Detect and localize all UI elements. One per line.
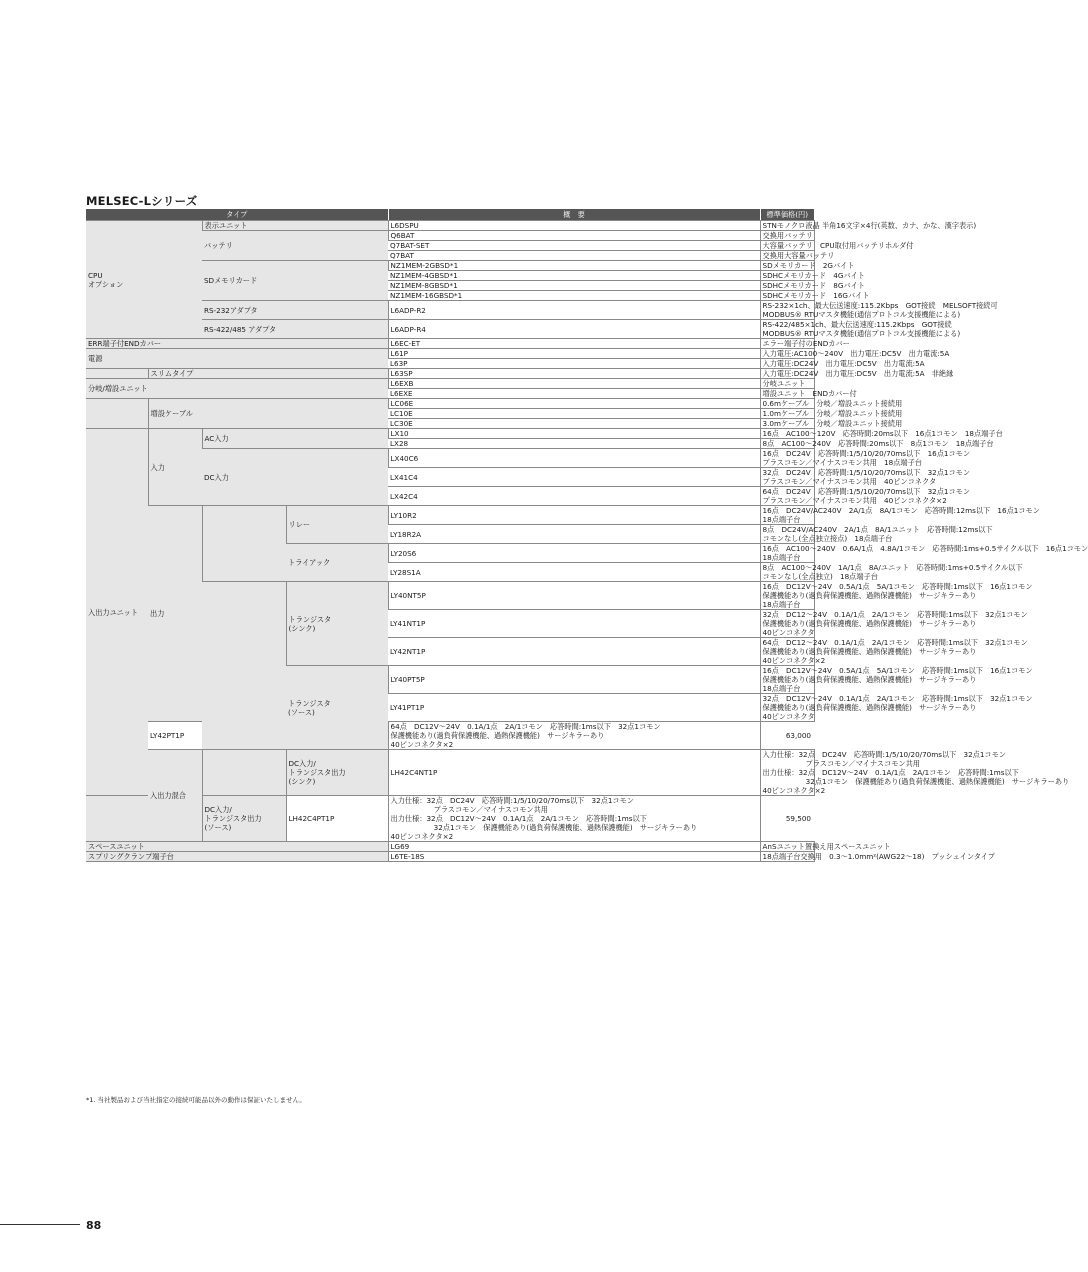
summary-cell: SDHCメモリカード 16Gバイト	[760, 291, 814, 301]
category-tr-source: トランジスタ (ソース)	[286, 666, 388, 750]
model-cell: L6EXB	[388, 379, 760, 389]
model-cell: LC30E	[388, 419, 760, 429]
summary-cell: 入力電圧:DC24V 出力電圧:DC5V 出力電流:5A 非絶縁	[760, 369, 814, 379]
model-cell: LY40NT5P	[388, 582, 760, 610]
model-cell: LX28	[388, 439, 760, 449]
category-slim: スリムタイプ	[148, 369, 388, 379]
table-row	[86, 842, 814, 852]
model-cell: L63SP	[388, 369, 760, 379]
summary-cell: 8点 AC100～240V 1A/1点 8A/ユニット 応答時間:1ms+0.5サイクル以下 コモンなし(全点独立) 18点端子台	[760, 563, 814, 582]
model-cell: LH42C4PT1P	[286, 796, 388, 842]
model-cell: L63P	[388, 359, 760, 369]
category-rs422: RS-422/485 アダプタ	[202, 320, 388, 339]
table-row	[86, 722, 814, 750]
category-spring: スプリングクランプ端子台	[86, 852, 388, 862]
model-cell: LG69	[388, 842, 760, 852]
summary-cell: 入力仕様：32点 DC24V 応答時間:1/5/10/20/70ms以下 32点1コモン プラスコモン／マイナスコモン共用 出力仕様：32点 DC12V～24V 0.1A/1点 2A/1コモン 応答時間:1ms以下 32点1コモン 保護機能あり(過負荷保護機能、過熱保護機能) サージキラーあり 40ピンコネクタ×2	[388, 796, 760, 842]
model-cell: NZ1MEM-8GBSD*1	[388, 281, 760, 291]
summary-cell: 16点 DC24V 応答時間:1/5/10/20/70ms以下 16点1コモン プラスコモン／マイナスコモン共用 18点端子台	[760, 449, 814, 468]
category-battery: バッテリ	[202, 231, 388, 261]
summary-cell: 入力電圧:DC24V 出力電圧:DC5V 出力電流:5A	[760, 359, 814, 369]
model-cell: LY28S1A	[388, 563, 760, 582]
model-cell: NZ1MEM-2GBSD*1	[388, 261, 760, 271]
summary-cell: 分岐ユニット	[760, 379, 814, 389]
category-mix-source: DC入力/ トランジスタ出力 (ソース)	[202, 796, 286, 842]
category-sd: SDメモリカード	[202, 261, 388, 301]
summary-cell: 32点 DC12～24V 0.1A/1点 2A/1コモン 応答時間:1ms以下 32点1コモン 保護機能あり(過負荷保護機能、過熱保護機能) サージキラーあり 40ピンコネクタ	[760, 610, 814, 638]
category-display: 表示ユニット	[202, 221, 388, 231]
summary-cell: 18点端子台交換用 0.3～1.0mm²(AWG22～18) プッシュインタイプ	[760, 852, 814, 862]
summary-cell: SDHCメモリカード 4Gバイト	[760, 271, 814, 281]
table-row	[86, 429, 814, 439]
model-cell: Q7BAT	[388, 251, 760, 261]
category-ac-input: AC入力	[202, 429, 388, 449]
header-type: タイプ	[86, 209, 388, 221]
summary-cell: SDメモリカード 2Gバイト	[760, 261, 814, 271]
summary-cell: 16点 DC12V～24V 0.5A/1点 5A/1コモン 応答時間:1ms以下 16点1コモン 保護機能あり(過負荷保護機能、過熱保護機能) サージキラーあり 18点端子台	[760, 582, 814, 610]
summary-cell: 1.0mケーブル 分岐／増設ユニット接続用	[760, 409, 814, 419]
model-cell: LY42NT1P	[388, 638, 760, 666]
category-relay: リレー	[286, 506, 388, 544]
category-spacer	[202, 582, 286, 750]
summary-cell: STNモノクロ液晶 半角16文字×4行(英数、カナ、かな、漢字表示)	[760, 221, 814, 231]
model-cell: L6EXE	[388, 389, 760, 399]
category-space: スペースユニット	[86, 842, 388, 852]
model-cell: L6EC-ET	[388, 339, 760, 349]
model-cell: LY10R2	[388, 506, 760, 525]
table-row	[86, 506, 814, 525]
summary-cell: 8点 DC24V/AC240V 2A/1点 8A/1ユニット 応答時間:12ms以下 コモンなし(全点独立接点) 18点端子台	[760, 525, 814, 544]
category-spacer	[86, 796, 148, 842]
table-row	[86, 369, 814, 379]
model-cell: LY42PT1P	[148, 722, 202, 750]
footnote: *1. 当社製品および当社指定の接続可能品以外の動作は保証いたしません。	[86, 1096, 306, 1104]
page-number: 88	[86, 1219, 102, 1232]
model-cell: L61P	[388, 349, 760, 359]
category-io-unit: 入出力ユニット	[86, 429, 148, 796]
table-row	[86, 852, 814, 862]
model-cell: LX10	[388, 429, 760, 439]
header-price: 標準価格(円)	[760, 209, 814, 221]
model-cell: NZ1MEM-16GBSD*1	[388, 291, 760, 301]
summary-cell: 16点 AC100～120V 応答時間:20ms以下 16点1コモン 18点端子台	[760, 429, 814, 439]
category-triac: トライアック	[286, 544, 388, 582]
model-cell: Q6BAT	[388, 231, 760, 241]
summary-cell: 入力仕様：32点 DC24V 応答時間:1/5/10/20/70ms以下 32点1コモン プラスコモン／マイナスコモン共用 出力仕様：32点 DC12V～24V 0.1A/1点 2A/1コモン 応答時間:1ms以下 32点1コモン 保護機能あり(過負荷保護機能、過熱保護機能) サージキラーあり 40ピンコネクタ×2	[760, 750, 814, 796]
summary-cell: 8点 AC100～240V 応答時間:20ms以下 8点1コモン 18点端子台	[760, 439, 814, 449]
summary-cell: RS-232×1ch、最大伝送速度:115.2Kbps GOT接続 MELSOFT接続可 MODBUS® RTUマスタ機能(通信プロトコル支援機能による)	[760, 301, 814, 320]
category-spacer	[86, 369, 148, 379]
table-row	[86, 339, 814, 349]
product-price-table	[86, 209, 1088, 862]
model-cell: LY18R2A	[388, 525, 760, 544]
category-ext-cable: 増設ケーブル	[148, 399, 388, 429]
model-cell: L6ADP-R4	[388, 320, 760, 339]
table-row	[86, 349, 814, 359]
price-cell: 63,000	[760, 722, 814, 750]
category-spacer	[202, 750, 286, 796]
model-cell: LX42C4	[388, 487, 760, 506]
category-power: 電源	[86, 349, 388, 369]
summary-cell: 大容量バッテリ CPU取付用バッテリホルダ付	[760, 241, 814, 251]
category-spacer	[202, 506, 286, 582]
summary-cell: 64点 DC24V 応答時間:1/5/10/20/70ms以下 32点1コモン プラスコモン／マイナスコモン共用 40ピンコネクタ×2	[760, 487, 814, 506]
category-input: 入力	[148, 429, 202, 506]
model-cell: LY41PT1P	[388, 694, 760, 722]
summary-cell: 64点 DC12V～24V 0.1A/1点 2A/1コモン 応答時間:1ms以下 32点1コモン 保護機能あり(過負荷保護機能、過熱保護機能) サージキラーあり 40ピンコネクタ×2	[388, 722, 760, 750]
category-rs232: RS-232アダプタ	[202, 301, 388, 320]
summary-cell: 3.0mケーブル 分岐／増設ユニット接続用	[760, 419, 814, 429]
table-row	[86, 750, 814, 796]
summary-cell: 入力電圧:AC100～240V 出力電圧:DC5V 出力電流:5A	[760, 349, 814, 359]
price-cell: 59,500	[760, 796, 814, 842]
summary-cell: 16点 AC100～240V 0.6A/1点 4.8A/1コモン 応答時間:1ms+0.5サイクル以下 16点1コモン 18点端子台	[760, 544, 814, 563]
table-row	[86, 379, 814, 389]
summary-cell: エラー端子付のENDカバー	[760, 339, 814, 349]
summary-cell: 32点 DC12V～24V 0.1A/1点 2A/1コモン 応答時間:1ms以下 32点1コモン 保護機能あり(過負荷保護機能、過熱保護機能) サージキラーあり 40ピンコネクタ	[760, 694, 814, 722]
category-io-mixed: 入出力混合	[148, 750, 202, 842]
model-cell: LC10E	[388, 409, 760, 419]
model-cell: Q7BAT-SET	[388, 241, 760, 251]
summary-cell: AnSユニット置換え用スペースユニット	[760, 842, 814, 852]
section-title: MELSEC-Lシリーズ	[86, 194, 198, 208]
category-output: 出力	[148, 506, 202, 722]
model-cell: LC06E	[388, 399, 760, 409]
model-cell: L6TE-18S	[388, 852, 760, 862]
summary-cell: 32点 DC24V 応答時間:1/5/10/20/70ms以下 32点1コモン プラスコモン／マイナスコモン共用 40ピンコネクタ	[760, 468, 814, 487]
summary-cell: 増設ユニット ENDカバー付	[760, 389, 814, 399]
summary-cell: 0.6mケーブル 分岐／増設ユニット接続用	[760, 399, 814, 409]
category-dc-input: DC入力	[202, 449, 388, 506]
summary-cell: 64点 DC12～24V 0.1A/1点 2A/1コモン 応答時間:1ms以下 32点1コモン 保護機能あり(過負荷保護機能、過熱保護機能) サージキラーあり 40ピンコネクタ×2	[760, 638, 814, 666]
model-cell: LY41NT1P	[388, 610, 760, 638]
table-row	[86, 221, 814, 231]
category-mix-sink: DC入力/ トランジスタ出力 (シンク)	[286, 750, 388, 796]
category-branch: 分岐/増設ユニット	[86, 379, 388, 399]
summary-cell: 交換用バッテリ	[760, 231, 814, 241]
summary-cell: 16点 DC24V/AC240V 2A/1点 8A/1コモン 応答時間:12ms以下 16点1コモン 18点端子台	[760, 506, 814, 525]
model-cell: LY20S6	[388, 544, 760, 563]
summary-cell: 交換用大容量バッテリ	[760, 251, 814, 261]
model-cell: NZ1MEM-4GBSD*1	[388, 271, 760, 281]
category-spacer	[86, 399, 148, 429]
model-cell: LY40PT5P	[388, 666, 760, 694]
summary-cell: RS-422/485×1ch、最大伝送速度:115.2Kbps GOT接続 MODBUS® RTUマスタ機能(通信プロトコル支援機能による)	[760, 320, 814, 339]
summary-cell: SDHCメモリカード 8Gバイト	[760, 281, 814, 291]
model-cell: LX41C4	[388, 468, 760, 487]
table-row	[86, 399, 814, 409]
model-cell: L6DSPU	[388, 221, 760, 231]
model-cell: LH42C4NT1P	[388, 750, 760, 796]
header-summary: 概 要	[388, 209, 760, 221]
model-cell: LX40C6	[388, 449, 760, 468]
category-cpu-option: CPU オプション	[86, 221, 202, 339]
summary-cell: 16点 DC12V～24V 0.5A/1点 5A/1コモン 応答時間:1ms以下 16点1コモン 保護機能あり(過負荷保護機能、過熱保護機能) サージキラーあり 18点端子台	[760, 666, 814, 694]
model-cell: L6ADP-R2	[388, 301, 760, 320]
page-rule	[0, 1224, 80, 1225]
category-tr-sink: トランジスタ (シンク)	[286, 582, 388, 666]
category-err-cover: ERR端子付ENDカバー	[86, 339, 388, 349]
